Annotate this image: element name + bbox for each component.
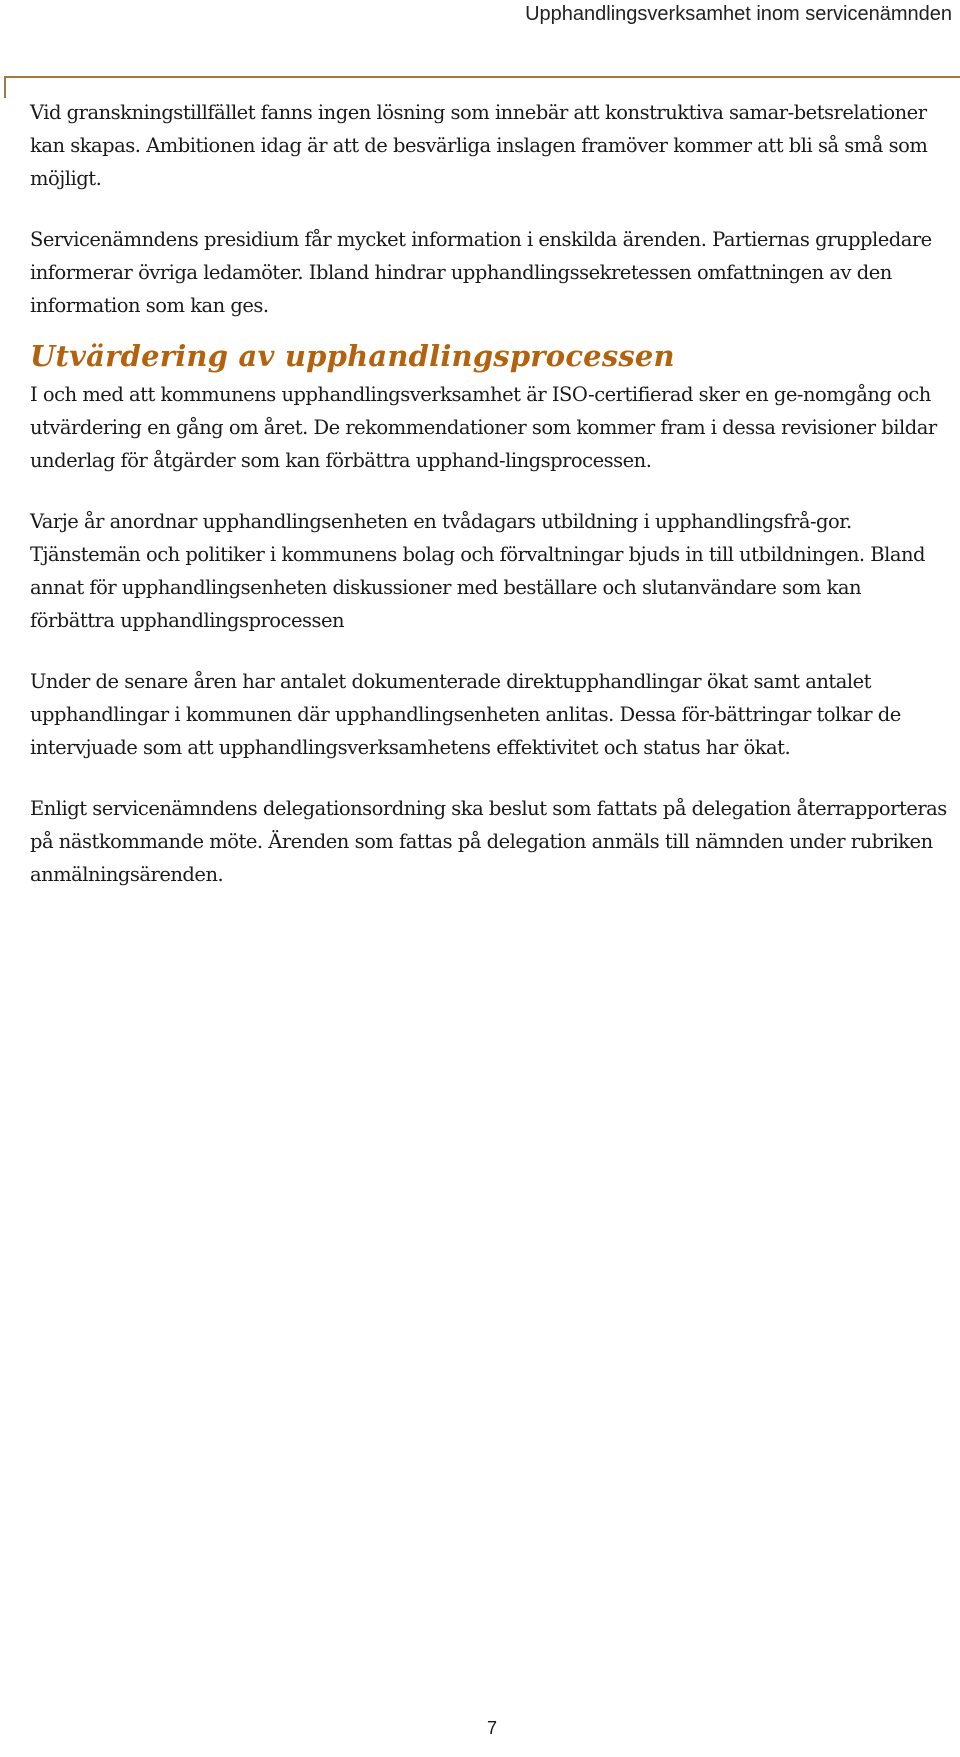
header-rule xyxy=(4,76,960,78)
running-header-title: Upphandlingsverksamhet inom servicenämnden xyxy=(525,3,952,25)
paragraph: I och med att kommunens upphandlingsverksamhet är ISO-certifierad sker en ge-nomgång och utvärdering en gång om året. De rekommendationer som kommer fram i dessa revisioner bildar underlag för åtgärder som kan förbättra upphand-lingsprocessen. xyxy=(30,383,937,472)
paragraph: Servicenämndens presidium får mycket information i enskilda ärenden. Partiernas gruppledare informerar övriga ledamöter. Ibland hindrar upphandlingssekretessen omfattningen av den information som kan ges. xyxy=(30,228,932,317)
header-rule-tick xyxy=(4,76,6,98)
paragraph: Enligt servicenämndens delegationsordning ska beslut som fattats på delegation återrapporteras på nästkommande möte. Ärenden som fattas på delegation anmäls till nämnden under rubriken anmälningsärenden. xyxy=(30,797,947,886)
paragraph: Under de senare åren har antalet dokumenterade direktupphandlingar ökat samt antalet upphandlingar i kommunen där upphandlingsenheten anlitas. Dessa för-bättringar tolkar de intervjuade som att upphandlingsverksamhetens effektivitet och status har ökat. xyxy=(30,670,901,759)
page-number: 7 xyxy=(486,1718,497,1738)
page-body xyxy=(30,96,950,919)
paragraph: Vid granskningstillfället fanns ingen lösning som innebär att konstruktiva samar-betsrelationer kan skapas. Ambitionen idag är att de besvärliga inslagen framöver kommer att bli så små som möjligt. xyxy=(30,101,928,190)
paragraph: Varje år anordnar upphandlingsenheten en tvådagars utbildning i upphandlingsfrå-gor. Tjänstemän och politiker i kommunens bolag och förvaltningar bjuds in till utbildningen. Bland annat för upphandlingsenheten diskussioner med beställare och slutanvändare som kan förbättra upphandlingsprocessen xyxy=(30,510,926,632)
section-heading: Utvärdering av upphandlingsprocessen xyxy=(30,339,675,373)
